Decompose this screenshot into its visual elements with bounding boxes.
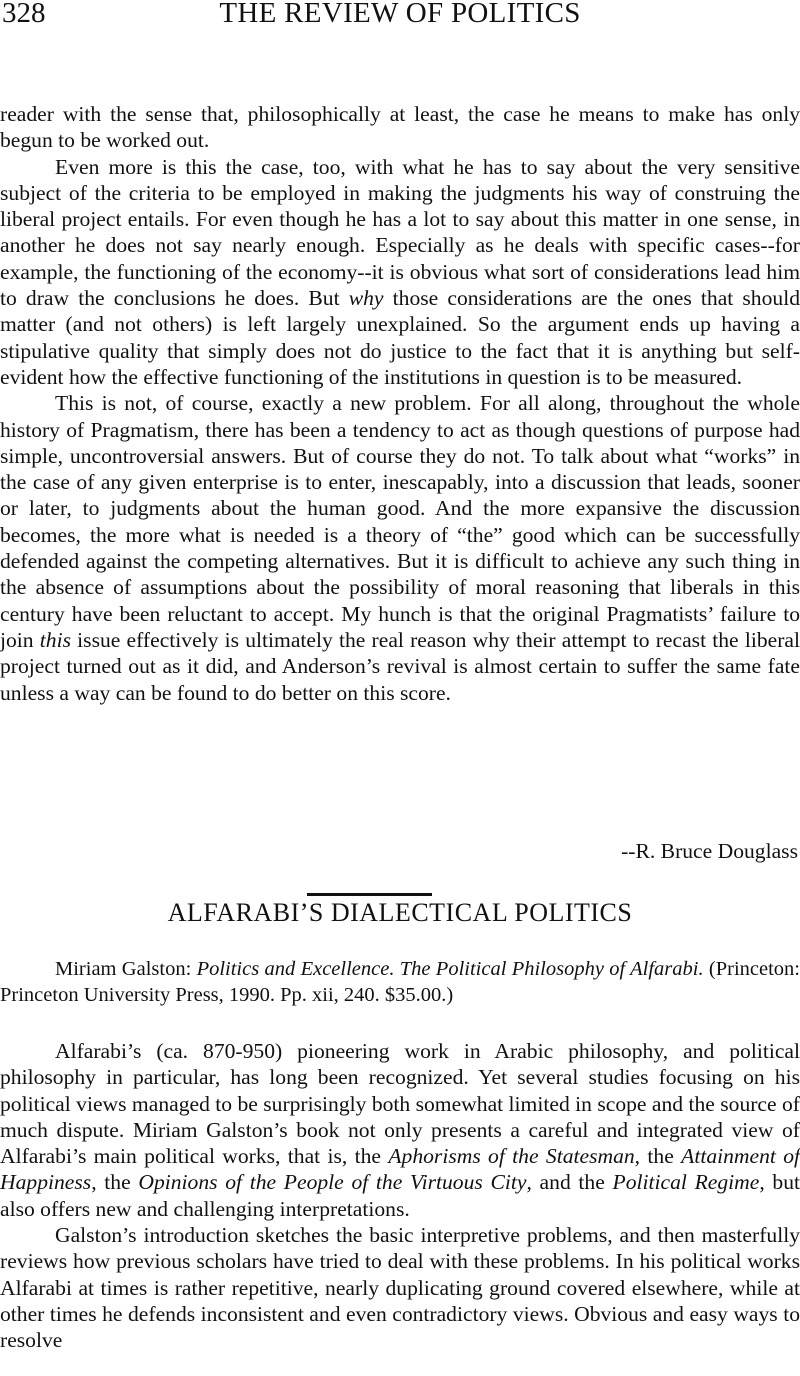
work-title: Political Regime	[612, 1170, 760, 1195]
paragraph: reader with the sense that, philosophically at least, the case he means to make has only begun to be worked out.	[0, 102, 800, 153]
text-run: those considerations are the ones that should matter (and not others) is left largely unexplained. So the argument ends up having a stipulative quality that simply does not do justice to the fact that it is anything but self-evident how the effective functioning of the institutions in question is to be measured.	[0, 286, 800, 389]
book-publisher: (Princeton: Princeton University Press, 1990. Pp. xii, 240. $35.00.)	[0, 958, 800, 1006]
review-2-body	[0, 1038, 800, 1354]
work-title: Opinions of the People of the Virtuous City	[138, 1170, 527, 1195]
work-title: Attainment of Happiness	[0, 1144, 800, 1195]
review-title: ALFARABI’S DIALECTICAL POLITICS	[167, 898, 633, 927]
page-number: 328	[2, 0, 46, 29]
work-title: Aphorisms of the Statesman	[388, 1144, 635, 1169]
citation-line	[0, 956, 800, 1008]
text-run: This is not, of course, exactly a new problem. For all along, throughout the whole history of Pragmatism, there has been a tendency to act as though questions of purpose had simple, uncontroversial answers. But of course they do not. To talk about what “works” in the case of any given enterprise is to enter, inescapably, into a discussion that leads, sooner or later, to judgments about the human good. And the more expansive the discussion becomes, the more what is needed is a theory of “the” good which can be successfully defended against the competing alternatives. But it is difficult to achieve any such thing in the absence of assumptions about the possibility of moral reasoning that liberals in this century have been reluctant to accept.	[0, 391, 800, 626]
journal-title: THE REVIEW OF POLITICS	[219, 0, 581, 29]
running-head	[0, 0, 800, 38]
text-run: , the	[91, 1170, 139, 1195]
paragraph	[0, 390, 800, 706]
book-author: Miriam Galston:	[55, 958, 197, 980]
emphasis: this	[39, 627, 71, 652]
paragraph	[0, 1038, 800, 1222]
book-title: Politics and Excellence. The Political Philosophy of Alfarabi.	[196, 958, 704, 980]
text-run: Even more is this the case, too, with what he has to say about the very sensitive subject of the criteria to be employed in making the judgments his way of construing the liberal project entails. For even though he has a lot to say about this matter in one sense, in another he does not say nearly enough. Especially as he deals with specific cases--for example, the functioning of the economy--it is obvious what sort of considerations lead him to draw the conclusions he does. But	[0, 154, 800, 311]
emphasis: why	[348, 286, 384, 311]
paragraph: Galston’s introduction sketches the basic interpretive problems, and then masterfully reviews how previous scholars have tried to deal with these problems. In his political works Alfarabi at times is rather repetitive, nearly duplicating ground covered elsewhere, while at other times he defends inconsistent and even contradictory views. Obvious and easy ways to resolve	[0, 1223, 800, 1353]
paragraph	[0, 154, 800, 391]
text-run: , and the	[526, 1170, 613, 1195]
review-1-body	[0, 101, 800, 706]
text-run: Alfarabi’s (ca. 870-950) pioneering work in Arabic philosophy, and political philosophy in particular, has long been recognized. Yet several studies focusing on his political views managed to be surprisingly both somewhat limited in scope and the source of much dispute. Miriam Galston’s book not only presents a careful and integrated view of Alfarabi’s main political works, that is, the	[0, 1039, 800, 1169]
text-run: , the	[634, 1144, 682, 1169]
text-run: issue effectively is ultimately the real reason why their attempt to recast the liberal project turned out as it did, and Anderson’s revival is almost certain to suffer the same fate unless a way can be found to do better on this score.	[0, 627, 800, 705]
book-citation	[0, 956, 800, 1008]
review-signature: --R. Bruce Douglass	[621, 839, 798, 863]
text-run: , but also offers new and challenging interpretations.	[0, 1170, 800, 1221]
text-run: My hunch is that the original Pragmatists’ failure to join	[0, 601, 800, 652]
